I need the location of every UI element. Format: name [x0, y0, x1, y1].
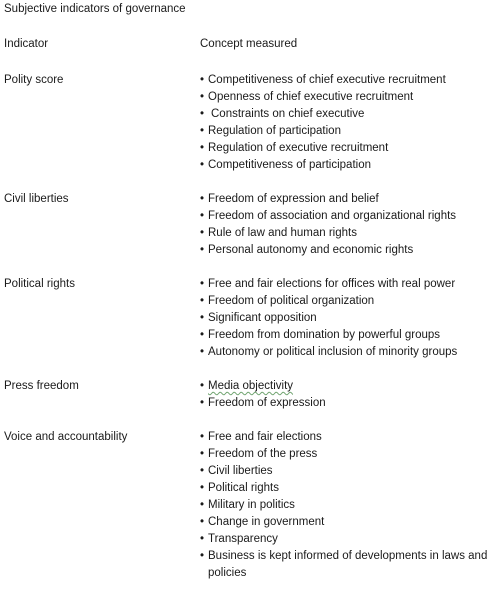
concept-item: • Freedom of association and organizational rights [200, 208, 496, 225]
concept-item: • Political rights [200, 480, 496, 497]
indicator-name: Voice and accountability [4, 431, 128, 443]
indicator-name: Political rights [4, 278, 75, 290]
concept-item: • Civil liberties [200, 463, 496, 480]
concept-item: • Freedom of expression and belief [200, 191, 496, 208]
concept-list [200, 429, 496, 582]
section-voice-and-accountability [4, 429, 496, 582]
concept-item: • Freedom of political organization [200, 293, 496, 310]
section-polity-score [4, 72, 496, 174]
concept-item: • Autonomy or political inclusion of minority groups [200, 344, 496, 361]
concept-item: • Change in government [200, 514, 496, 531]
concept-item: • Competitiveness of participation [200, 157, 496, 174]
concept-item: • Military in politics [200, 497, 496, 514]
concept-list [200, 72, 496, 174]
indicator-column-header: Indicator [4, 38, 49, 50]
document-title: Subjective indicators of governance [4, 3, 186, 15]
concept-list [200, 378, 496, 412]
concept-item: • Rule of law and human rights [200, 225, 496, 242]
concept-item: • Regulation of participation [200, 123, 496, 140]
table-header-row [4, 36, 496, 53]
concept-item: • Significant opposition [200, 310, 496, 327]
concept-column-header: Concept measured [200, 38, 298, 50]
concept-item: • Free and fair elections [200, 429, 496, 446]
indicator-name: Polity score [4, 74, 64, 86]
concept-item [200, 378, 496, 395]
concept-item: • Freedom from domination by powerful groups [200, 327, 496, 344]
concept-list [200, 191, 496, 259]
concept-item: • Openness of chief executive recruitment [200, 89, 496, 106]
document [4, 1, 496, 582]
concept-item: • Transparency [200, 531, 496, 548]
concept-item: • Constraints on chief executive [200, 106, 496, 123]
spellcheck-marked-text: Media objectivity [208, 380, 294, 392]
concept-item: • Competitiveness of chief executive recruitment [200, 72, 496, 89]
concept-item: • Regulation of executive recruitment [200, 140, 496, 157]
concept-list [200, 276, 496, 361]
concept-item: • Freedom of expression [200, 395, 496, 412]
concept-item: • Business is kept informed of developments in laws and policies [200, 548, 496, 582]
indicator-name: Civil liberties [4, 193, 69, 205]
section-civil-liberties [4, 191, 496, 259]
section-political-rights [4, 276, 496, 361]
indicator-name: Press freedom [4, 380, 79, 392]
concept-item: • Freedom of the press [200, 446, 496, 463]
concept-item: • Personal autonomy and economic rights [200, 242, 496, 259]
concept-item: • Free and fair elections for offices with real power [200, 276, 496, 293]
section-press-freedom [4, 378, 496, 412]
